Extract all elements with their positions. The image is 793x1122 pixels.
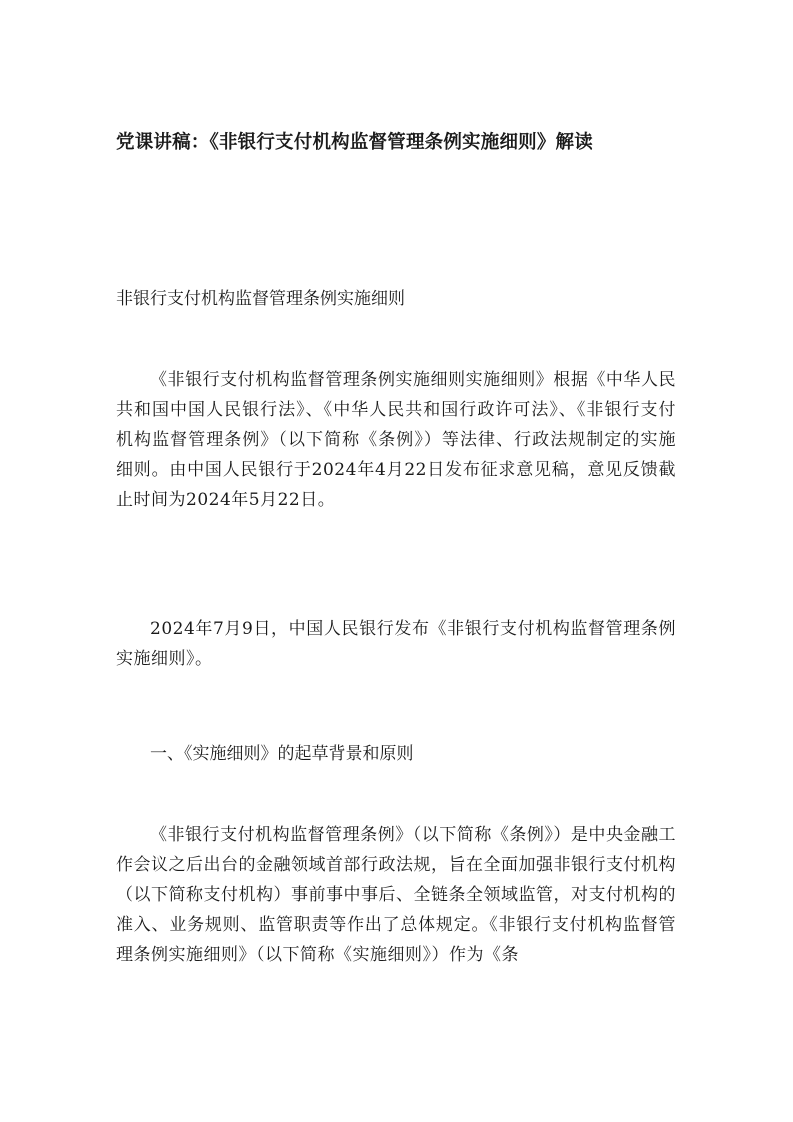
document-subtitle: 非银行支付机构监督管理条例实施细则	[116, 289, 405, 309]
section-heading: 一、《实施细则》的起草背景和原则	[150, 744, 414, 764]
paragraph-release-date: 2024年7月9日，中国人民银行发布《非银行支付机构监督管理条例实施细则》。	[116, 619, 676, 669]
document-title: 党课讲稿：《非银行支付机构监督管理条例实施细则》解读	[116, 132, 593, 153]
paragraph-intro: 《非银行支付机构监督管理条例实施细则实施细则》根据《中华人民共和国中国人民银行法》、《中华人民共和国行政许可法》、《非银行支付机构监督管理条例》（以下简称《条例》）等法律、行政法规制定的实施细则。由中国人民银行于2024年4月22日发布征求意见稿，意见反馈截止时间为2024年5月22日。	[116, 370, 676, 510]
paragraph-section-body: 《非银行支付机构监督管理条例》（以下简称《条例》）是中央金融工作会议之后出台的金融领域首部行政法规，旨在全面加强非银行支付机构（以下简称支付机构）事前事中事后、全链条全领域监管，对支付机构的准入、业务规则、监管职责等作出了总体规定。《非银行支付机构监督管理条例实施细则》（以下简称《实施细则》）作为《条	[116, 825, 676, 965]
